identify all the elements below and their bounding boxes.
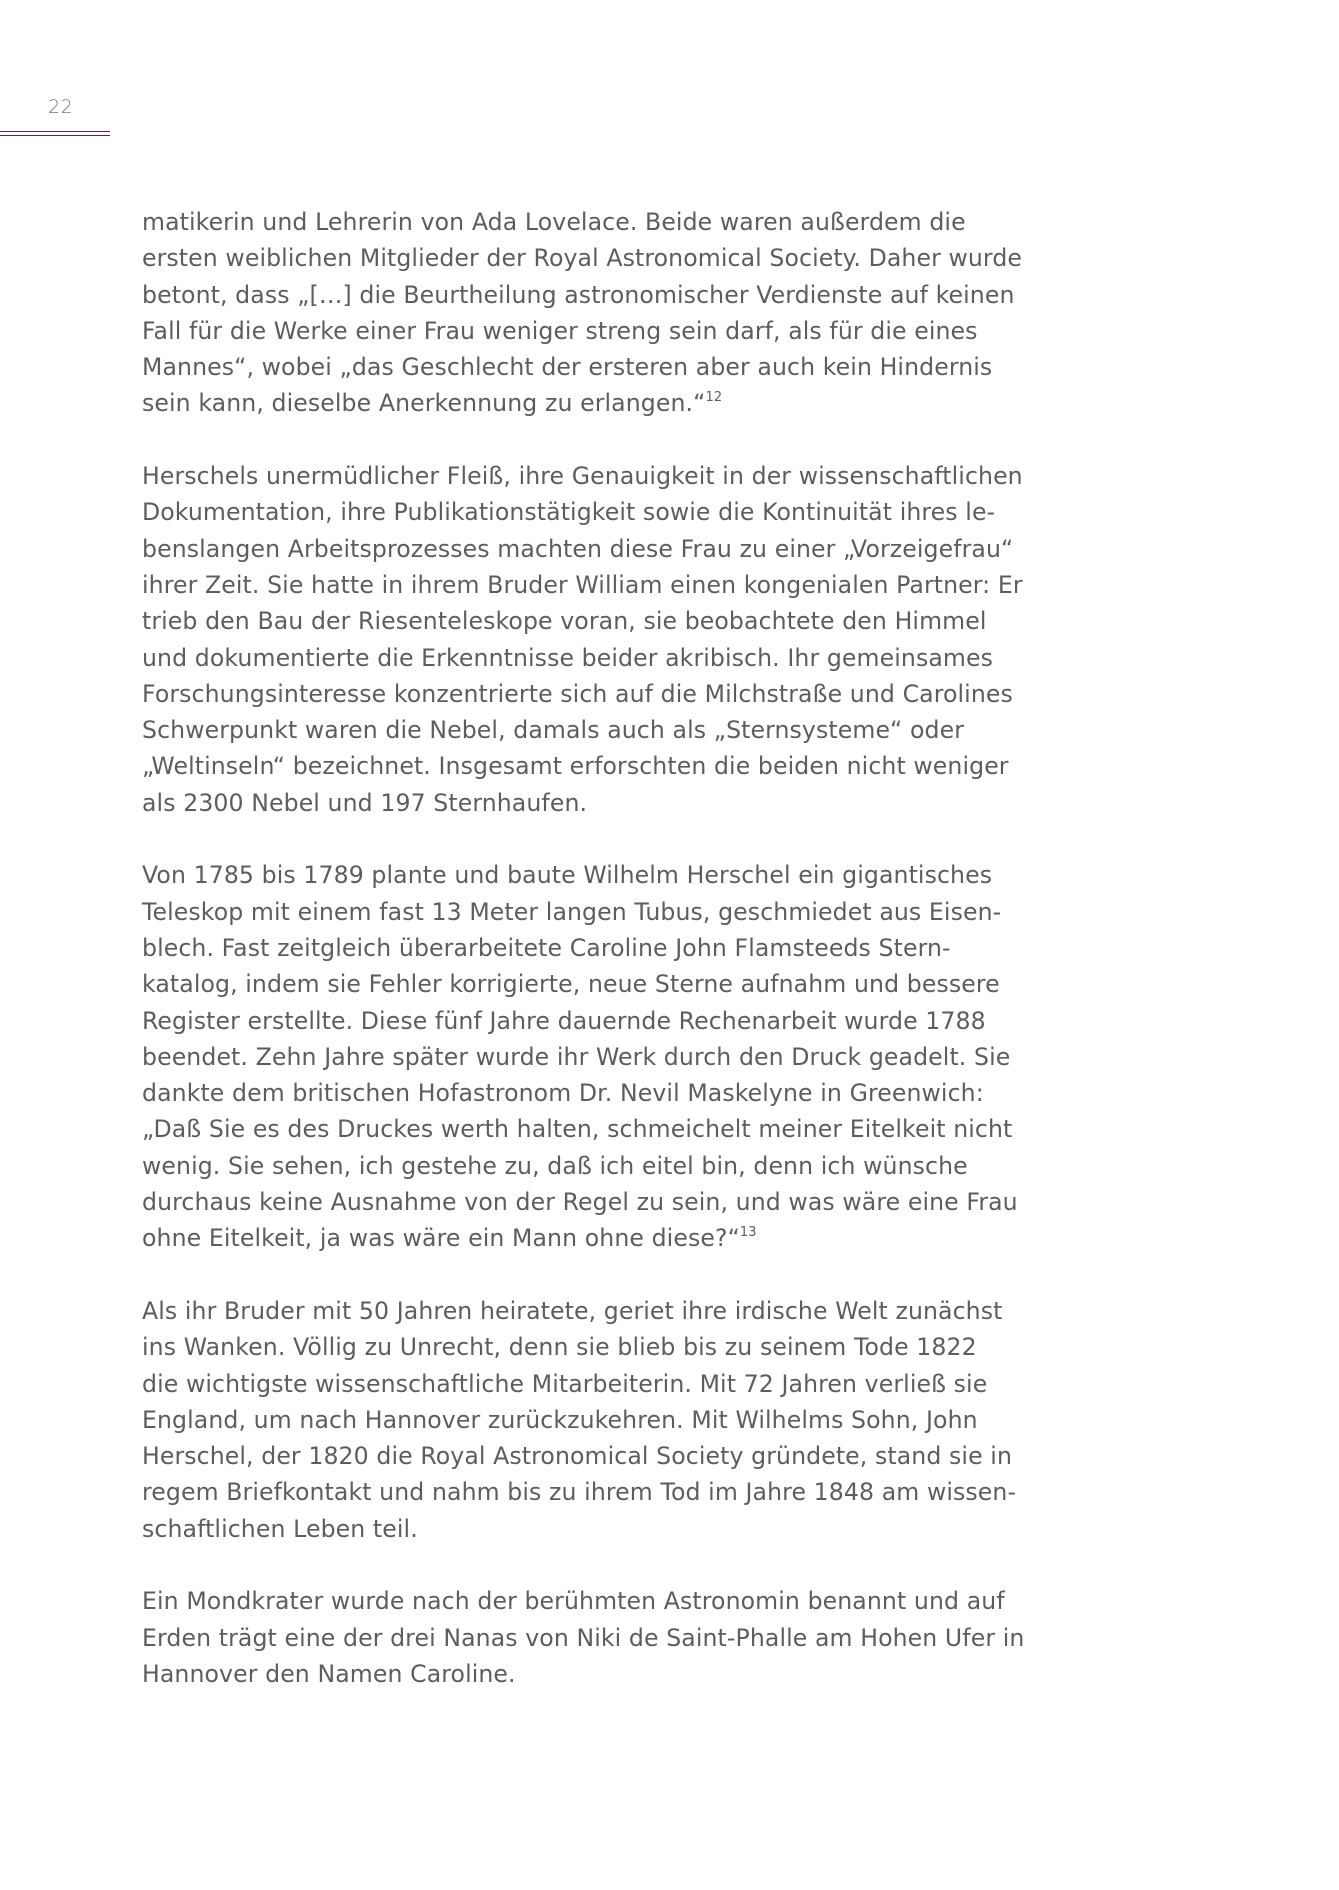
line-text: regem Briefkontakt und nahm bis zu ihrem Tod im Jahre 1848 am wissen- bbox=[142, 1478, 1017, 1507]
text-line bbox=[142, 1003, 1042, 1039]
text-line bbox=[142, 1511, 1042, 1547]
text-line bbox=[142, 930, 1042, 966]
line-text: Schwerpunkt waren die Nebel, damals auch als „Sternsysteme“ oder bbox=[142, 716, 965, 745]
text-line bbox=[142, 640, 1042, 676]
text-line bbox=[142, 894, 1042, 930]
text-line bbox=[142, 712, 1042, 748]
text-line bbox=[142, 1656, 1042, 1692]
header-rule-bottom bbox=[0, 135, 110, 136]
line-text: blech. Fast zeitgleich überarbeitete Caroline John Flamsteeds Stern- bbox=[142, 933, 951, 962]
text-line bbox=[142, 1474, 1042, 1510]
line-text: Register erstellte. Diese fünf Jahre dauernde Rechenarbeit wurde 1788 bbox=[142, 1006, 986, 1035]
text-line bbox=[142, 1438, 1042, 1474]
text-line bbox=[142, 966, 1042, 1002]
paragraph bbox=[142, 204, 1042, 422]
text-line bbox=[142, 1329, 1042, 1365]
line-text: die wichtigste wissenschaftliche Mitarbeiterin. Mit 72 Jahren verließ sie bbox=[142, 1369, 988, 1398]
text-line bbox=[142, 1075, 1042, 1111]
text-line bbox=[142, 313, 1042, 349]
text-line bbox=[142, 1583, 1042, 1619]
text-line bbox=[142, 1620, 1042, 1656]
text-line bbox=[142, 857, 1042, 893]
line-text: ihrer Zeit. Sie hatte in ihrem Bruder William einen kongenialen Partner: Er bbox=[142, 570, 1023, 599]
text-line bbox=[142, 603, 1042, 639]
line-text: Herschels unermüdlicher Fleiß, ihre Genauigkeit in der wissenschaftlichen bbox=[142, 462, 1023, 491]
text-line bbox=[142, 1039, 1042, 1075]
line-text: Ein Mondkrater wurde nach der berühmten Astronomin benannt und auf bbox=[142, 1587, 1005, 1616]
line-text: betont, dass „[…] die Beurtheilung astronomischer Verdienste auf keinen bbox=[142, 280, 1015, 309]
text-line bbox=[142, 1184, 1042, 1220]
line-text: schaftlichen Leben teil. bbox=[142, 1514, 418, 1543]
text-line bbox=[142, 1402, 1042, 1438]
line-text: katalog, indem sie Fehler korrigierte, neue Sterne aufnahm und bessere bbox=[142, 970, 1000, 999]
text-line bbox=[142, 458, 1042, 494]
line-text: ersten weiblichen Mitglieder der Royal Astronomical Society. Daher wurde bbox=[142, 244, 1023, 273]
footnote-marker: 12 bbox=[705, 390, 723, 406]
text-line bbox=[142, 1148, 1042, 1184]
line-text: ohne Eitelkeit, ja was wäre ein Mann ohne diese?“ bbox=[142, 1224, 740, 1253]
line-text: durchaus keine Ausnahme von der Regel zu sein, und was wäre eine Frau bbox=[142, 1188, 1018, 1217]
text-line bbox=[142, 531, 1042, 567]
line-text: ins Wanken. Völlig zu Unrecht, denn sie blieb bis zu seinem Tode 1822 bbox=[142, 1333, 977, 1362]
paragraph bbox=[142, 458, 1042, 821]
line-text: wenig. Sie sehen, ich gestehe zu, daß ich eitel bin, denn ich wünsche bbox=[142, 1151, 968, 1180]
text-line bbox=[142, 349, 1042, 385]
paragraph bbox=[142, 1583, 1042, 1692]
line-text: und dokumentierte die Erkenntnisse beider akribisch. Ihr gemeinsames bbox=[142, 643, 994, 672]
paragraph bbox=[142, 857, 1042, 1256]
line-text: Forschungsinteresse konzentrierte sich auf die Milchstraße und Carolines bbox=[142, 679, 1013, 708]
text-line bbox=[142, 1366, 1042, 1402]
paragraph bbox=[142, 1293, 1042, 1547]
line-text: matikerin und Lehrerin von Ada Lovelace. Beide waren außerdem die bbox=[142, 208, 966, 236]
line-text: England, um nach Hannover zurückzukehren. Mit Wilhelms Sohn, John bbox=[142, 1405, 978, 1434]
page-number: 22 bbox=[48, 96, 74, 118]
text-line bbox=[142, 1111, 1042, 1147]
text-line bbox=[142, 204, 1042, 240]
line-text: benslangen Arbeitsprozesses machten diese Frau zu einer „Vorzeigefrau“ bbox=[142, 534, 1014, 563]
line-text: „Daß Sie es des Druckes werth halten, schmeichelt meiner Eitelkeit nicht bbox=[142, 1115, 1013, 1144]
header-rule-top bbox=[0, 131, 110, 132]
line-text: trieb den Bau der Riesenteleskope voran, sie beobachtete den Himmel bbox=[142, 607, 987, 636]
line-text: Mannes“, wobei „das Geschlecht der ersteren aber auch kein Hindernis bbox=[142, 353, 993, 382]
line-text: Erden trägt eine der drei Nanas von Niki de Saint-Phalle am Hohen Ufer in bbox=[142, 1623, 1025, 1652]
text-line bbox=[142, 277, 1042, 313]
line-text: Herschel, der 1820 die Royal Astronomical Society gründete, stand sie in bbox=[142, 1442, 1012, 1471]
text-line bbox=[142, 1220, 1042, 1256]
body-text bbox=[142, 204, 1042, 1728]
line-text: Fall für die Werke einer Frau weniger streng sein darf, als für die eines bbox=[142, 316, 978, 345]
line-text: Dokumentation, ihre Publikationstätigkeit sowie die Kontinuität ihres le- bbox=[142, 498, 996, 527]
line-text: dankte dem britischen Hofastronom Dr. Nevil Maskelyne in Greenwich: bbox=[142, 1079, 984, 1108]
text-line bbox=[142, 240, 1042, 276]
text-line bbox=[142, 385, 1042, 421]
text-line bbox=[142, 1293, 1042, 1329]
line-text: Von 1785 bis 1789 plante und baute Wilhelm Herschel ein gigantisches bbox=[142, 861, 993, 890]
text-line bbox=[142, 494, 1042, 530]
text-line bbox=[142, 676, 1042, 712]
text-line bbox=[142, 785, 1042, 821]
line-text: beendet. Zehn Jahre später wurde ihr Werk durch den Druck geadelt. Sie bbox=[142, 1042, 1011, 1071]
line-text: Hannover den Namen Caroline. bbox=[142, 1659, 516, 1688]
line-text: „Weltinseln“ bezeichnet. Insgesamt erforschten die beiden nicht weniger bbox=[142, 752, 1009, 781]
footnote-marker: 13 bbox=[739, 1225, 757, 1241]
line-text: als 2300 Nebel und 197 Sternhaufen. bbox=[142, 788, 588, 817]
line-text: Teleskop mit einem fast 13 Meter langen Tubus, geschmiedet aus Eisen- bbox=[142, 897, 1002, 926]
text-line bbox=[142, 567, 1042, 603]
line-text: Als ihr Bruder mit 50 Jahren heiratete, geriet ihre irdische Welt zunächst bbox=[142, 1296, 1003, 1325]
text-line bbox=[142, 748, 1042, 784]
line-text: sein kann, dieselbe Anerkennung zu erlangen.“ bbox=[142, 389, 706, 418]
